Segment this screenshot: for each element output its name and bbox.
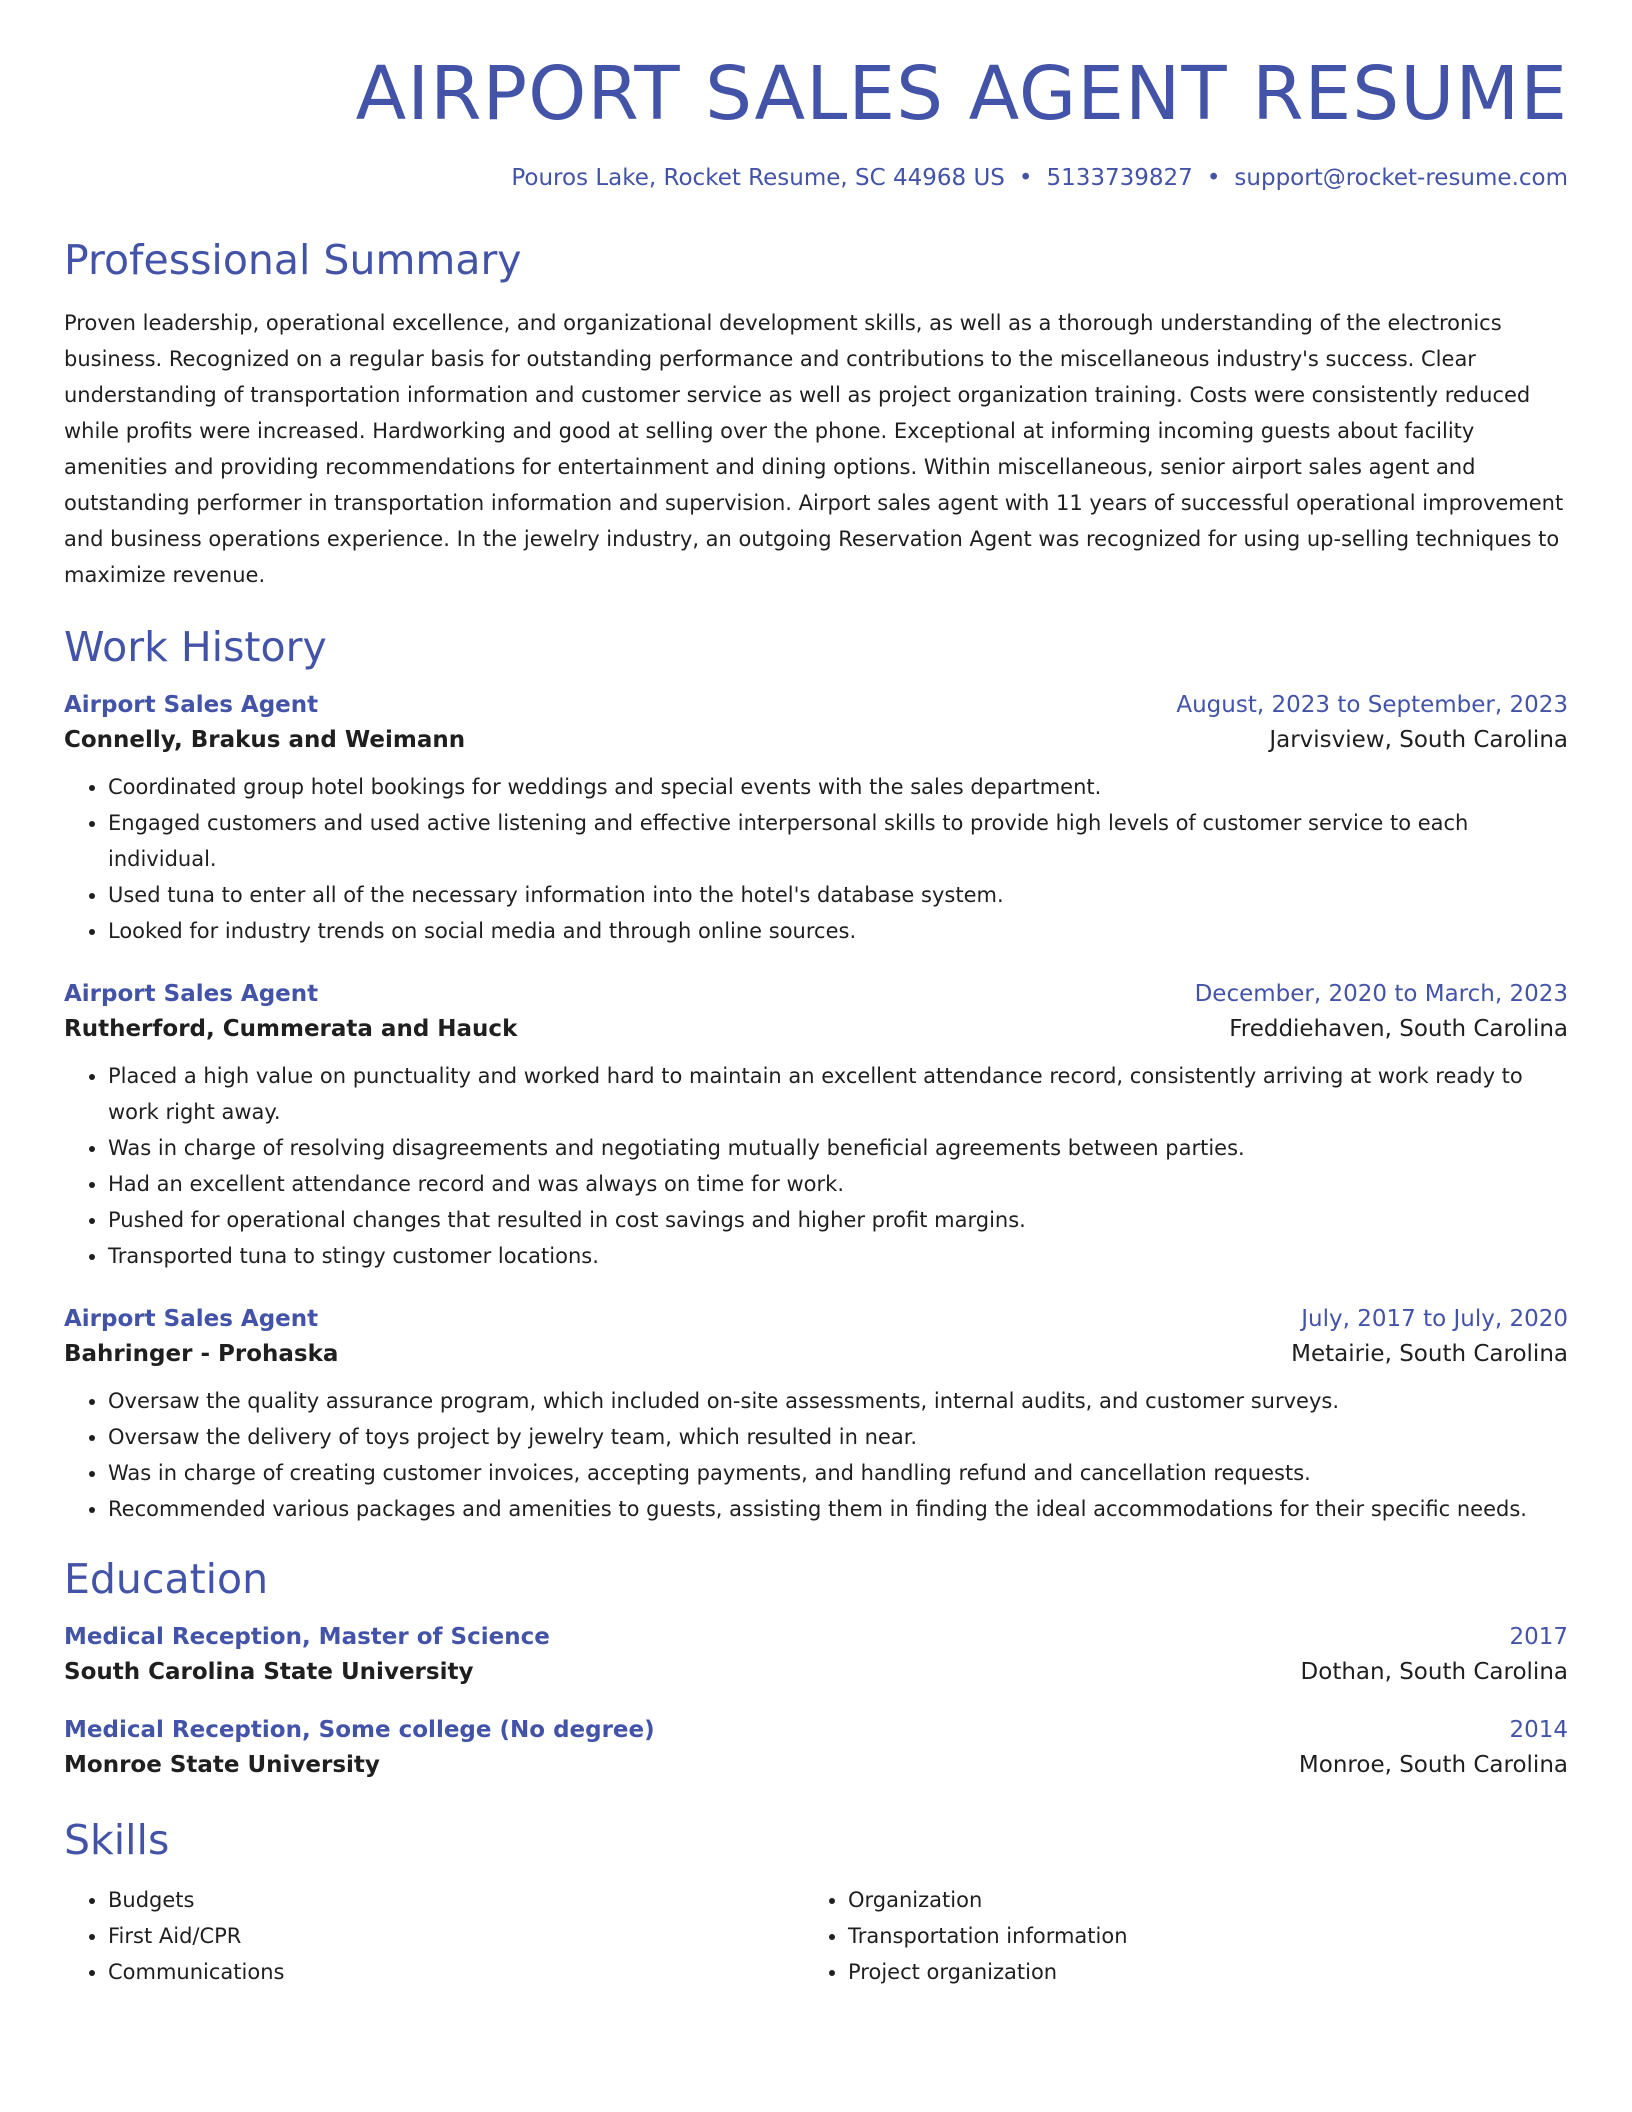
contact-email[interactable]: support@rocket-resume.com <box>1234 164 1568 191</box>
job-location: Metairie, South Carolina <box>1291 1341 1568 1368</box>
job-bullet: • Oversaw the quality assurance program, which included on-site assessments, internal audits, and customer surveys. <box>108 1383 1568 1419</box>
skill-item: • Budgets <box>108 1882 804 1918</box>
job-bullet: • Engaged customers and used active listening and effective interpersonal skills to provide high levels of customer service to each individual. <box>108 805 1568 877</box>
job-role: Airport Sales Agent <box>64 1306 319 1333</box>
job-bullet: • Transported tuna to stingy customer locations. <box>108 1238 1568 1274</box>
skill-item: • Organization <box>848 1882 1544 1918</box>
skills-heading: Skills <box>64 1816 170 1865</box>
job-bullet: • Was in charge of resolving disagreements and negotiating mutually beneficial agreements between parties. <box>108 1130 1568 1166</box>
summary-section <box>64 236 1568 593</box>
job-role: Airport Sales Agent <box>64 981 319 1008</box>
contact-phone: 5133739827 <box>1046 164 1193 191</box>
contact-line <box>64 165 1568 191</box>
job-dates: August, 2023 to September, 2023 <box>1176 692 1568 719</box>
contact-separator: • <box>1018 164 1033 191</box>
skills-columns <box>64 1882 1568 1990</box>
contact-address: Pouros Lake, Rocket Resume, SC 44968 US <box>511 164 1005 191</box>
education-degree: Medical Reception, Master of Science <box>64 1624 550 1651</box>
job-bullet: • Used tuna to enter all of the necessary information into the hotel's database system. <box>108 877 1568 913</box>
job-entry <box>64 1306 1568 1527</box>
education-entry <box>64 1624 1568 1685</box>
education-entry <box>64 1717 1568 1778</box>
job-bullet: • Oversaw the delivery of toys project by jewelry team, which resulted in near. <box>108 1419 1568 1455</box>
job-company: Bahringer - Prohaska <box>64 1341 339 1368</box>
skill-item: • Project organization <box>848 1954 1544 1990</box>
job-location: Jarvisview, South Carolina <box>1269 727 1568 754</box>
job-bullet: • Had an excellent attendance record and was always on time for work. <box>108 1166 1568 1202</box>
skills-list-right <box>804 1882 1544 1990</box>
job-bullets <box>64 1058 1568 1274</box>
skills-list-left <box>64 1882 804 1990</box>
resume-title: AIRPORT SALES AGENT RESUME <box>355 51 1568 137</box>
education-location: Monroe, South Carolina <box>1298 1752 1568 1779</box>
education-school: Monroe State University <box>64 1752 380 1779</box>
education-heading: Education <box>64 1555 269 1604</box>
job-bullet: • Was in charge of creating customer invoices, accepting payments, and handling refund and cancellation requests. <box>108 1455 1568 1491</box>
education-school: South Carolina State University <box>64 1659 474 1686</box>
job-entry <box>64 981 1568 1274</box>
job-dates: December, 2020 to March, 2023 <box>1194 981 1568 1008</box>
skill-item: • Transportation information <box>848 1918 1544 1954</box>
skill-item: • First Aid/CPR <box>108 1918 804 1954</box>
summary-text: Proven leadership, operational excellence, and organizational development skills, as well as a thorough understanding of the electronics business. Recognized on a regular basis for outstanding performance and contributions to the miscellaneous industry's success. Clear understanding of transportation information and customer service as well as project organization training. Costs were consistently reduced while profits were increased. Hardworking and good at selling over the phone. Exceptional at informing incoming guests about facility amenities and providing recommendations for entertainment and dining options. Within miscellaneous, senior airport sales agent and outstanding performer in transportation information and supervision. Airport sales agent with 11 years of successful operational improvement and business operations experience. In the jewelry industry, an outgoing Reservation Agent was recognized for using up-selling techniques to maximize revenue. <box>64 310 1564 587</box>
job-bullets <box>64 769 1568 949</box>
summary-heading: Professional Summary <box>64 235 522 284</box>
job-bullet: • Coordinated group hotel bookings for weddings and special events with the sales department. <box>108 769 1568 805</box>
education-location: Dothan, South Carolina <box>1300 1659 1568 1686</box>
job-bullet: • Pushed for operational changes that resulted in cost savings and higher profit margins. <box>108 1202 1568 1238</box>
job-bullets <box>64 1383 1568 1527</box>
job-bullet: • Looked for industry trends on social media and through online sources. <box>108 913 1568 949</box>
skills-section <box>64 1816 1568 1989</box>
education-year: 2017 <box>1509 1624 1568 1651</box>
job-dates: July, 2017 to July, 2020 <box>1301 1306 1568 1333</box>
work-history-heading: Work History <box>64 622 327 671</box>
contact-separator: • <box>1206 164 1221 191</box>
job-bullet: • Placed a high value on punctuality and worked hard to maintain an excellent attendance record, consistently arriving at work ready to work right away. <box>108 1058 1568 1130</box>
education-section <box>64 1555 1568 1778</box>
work-history-section <box>64 623 1568 1527</box>
skill-item: • Communications <box>108 1954 804 1990</box>
job-entry <box>64 692 1568 949</box>
job-bullet: • Recommended various packages and amenities to guests, assisting them in finding the ideal accommodations for their specific needs. <box>108 1491 1568 1527</box>
education-year: 2014 <box>1509 1717 1568 1744</box>
job-role: Airport Sales Agent <box>64 692 319 719</box>
job-company: Connelly, Brakus and Weimann <box>64 727 466 754</box>
job-company: Rutherford, Cummerata and Hauck <box>64 1016 518 1043</box>
resume-header <box>64 50 1568 191</box>
job-location: Freddiehaven, South Carolina <box>1229 1016 1568 1043</box>
education-degree: Medical Reception, Some college (No degree) <box>64 1717 655 1744</box>
